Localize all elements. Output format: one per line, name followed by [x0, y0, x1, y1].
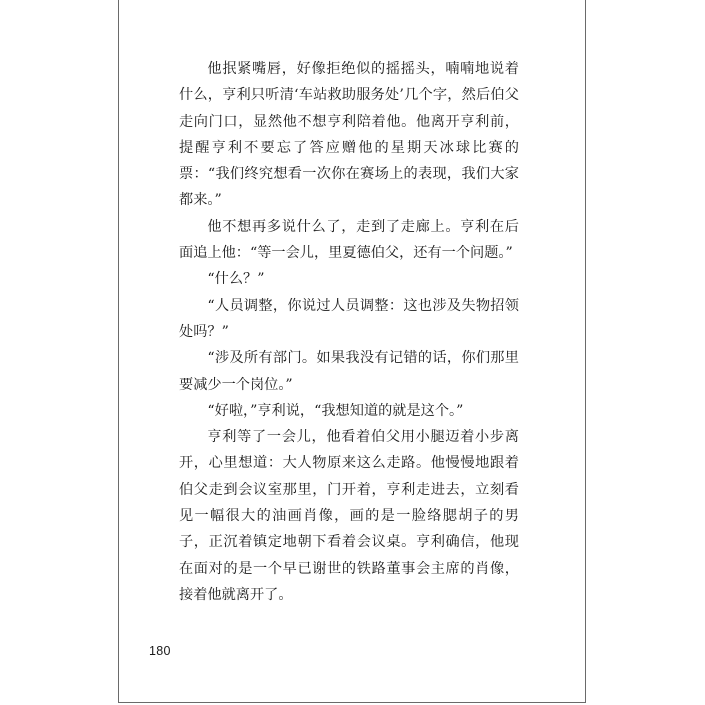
page-number: 180: [149, 644, 171, 658]
paragraph-3: “什么？”: [207, 271, 265, 288]
body-text: [179, 56, 519, 608]
paragraph-5: “涉及所有部门。如果我没有记错的话，你们那里要减少一个岗位。”: [179, 350, 519, 393]
paragraph-7: 亨利等了一会儿，他看着伯父用小腿迈着小步离开，心里想道：大人物原来这么走路。他慢慢地跟着伯父走到会议室那里，门开着，亨利走进去，立刻看见一幅很大的油画肖像，画的是一脸络腮胡子的男子，正沉着镇定地朝下看着会议桌。亨利确信，他现在面对的是一个早已谢世的铁路董事会主席的肖像，接着他就离开了。: [179, 429, 519, 603]
paragraph-6: “好啦，”亨利说，“我想知道的就是这个。”: [207, 402, 464, 419]
paragraph-4: “人员调整，你说过人员调整：这也涉及失物招领处吗？”: [179, 297, 519, 340]
paragraph-1: 他抿紧嘴唇，好像拒绝似的摇摇头，喃喃地说着什么，亨利只听清‘车站救助服务处’几个字，然后伯父走向门口，显然他不想亨利陪着他。他离开亨利前，提醒亨利不要忘了答应赠他的星期天冰球比赛的票：“我们终究想看一次你在赛场上的表现，我们大家都来。”: [179, 61, 519, 209]
book-page: [118, 0, 586, 703]
paragraph-2: 他不想再多说什么了，走到了走廊上。亨利在后面追上他：“等一会儿，里夏德伯父，还有一个问题。”: [179, 218, 519, 262]
